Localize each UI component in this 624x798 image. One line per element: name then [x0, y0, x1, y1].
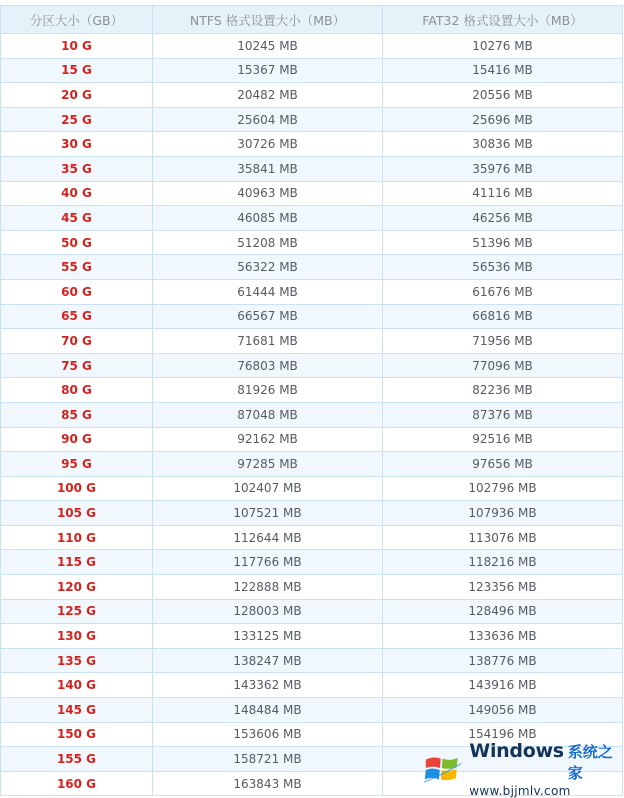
table-body: [1, 34, 623, 796]
cell-fat32-size: 46256 MB: [383, 206, 623, 231]
cell-fat32-size: 20556 MB: [383, 83, 623, 108]
cell-ntfs-size: 87048 MB: [153, 402, 383, 427]
watermark-url: www.bjjmlv.com: [469, 784, 571, 798]
cell-ntfs-size: 92162 MB: [153, 427, 383, 452]
table-row: [1, 132, 623, 157]
cell-partition-size: 45 G: [1, 206, 153, 231]
partition-size-table-container: [0, 5, 622, 796]
cell-partition-size: 50 G: [1, 230, 153, 255]
header-ntfs-size: NTFS 格式设置大小（MB）: [153, 6, 383, 34]
header-partition-size: 分区大小（GB）: [1, 6, 153, 34]
cell-fat32-size: 61676 MB: [383, 279, 623, 304]
cell-ntfs-size: 51208 MB: [153, 230, 383, 255]
cell-fat32-size: 113076 MB: [383, 525, 623, 550]
cell-partition-size: 25 G: [1, 107, 153, 132]
table-row: [1, 476, 623, 501]
table-header-row: [1, 6, 623, 34]
table-row: [1, 206, 623, 231]
table-row: [1, 673, 623, 698]
table-row: [1, 58, 623, 83]
table-row: [1, 452, 623, 477]
cell-fat32-size: 123356 MB: [383, 575, 623, 600]
cell-ntfs-size: 15367 MB: [153, 58, 383, 83]
cell-ntfs-size: 102407 MB: [153, 476, 383, 501]
cell-ntfs-size: 81926 MB: [153, 378, 383, 403]
table-row: [1, 402, 623, 427]
table-row: [1, 427, 623, 452]
table-row: [1, 353, 623, 378]
cell-partition-size: 85 G: [1, 402, 153, 427]
cell-fat32-size: 56536 MB: [383, 255, 623, 280]
cell-ntfs-size: 20482 MB: [153, 83, 383, 108]
cell-ntfs-size: 107521 MB: [153, 501, 383, 526]
table-row: [1, 83, 623, 108]
cell-fat32-size: 82236 MB: [383, 378, 623, 403]
cell-partition-size: 75 G: [1, 353, 153, 378]
cell-ntfs-size: 97285 MB: [153, 452, 383, 477]
cell-fat32-size: 92516 MB: [383, 427, 623, 452]
cell-ntfs-size: 30726 MB: [153, 132, 383, 157]
cell-ntfs-size: 128003 MB: [153, 599, 383, 624]
table-row: [1, 255, 623, 280]
cell-ntfs-size: 25604 MB: [153, 107, 383, 132]
cell-fat32-size: 66816 MB: [383, 304, 623, 329]
cell-partition-size: 105 G: [1, 501, 153, 526]
cell-ntfs-size: 143362 MB: [153, 673, 383, 698]
cell-fat32-size: 35976 MB: [383, 156, 623, 181]
table-row: [1, 230, 623, 255]
cell-ntfs-size: 133125 MB: [153, 624, 383, 649]
cell-ntfs-size: 158721 MB: [153, 747, 383, 772]
cell-ntfs-size: 163843 MB: [153, 771, 383, 796]
cell-ntfs-size: 66567 MB: [153, 304, 383, 329]
cell-partition-size: 110 G: [1, 525, 153, 550]
cell-partition-size: 35 G: [1, 156, 153, 181]
cell-fat32-size: 71956 MB: [383, 329, 623, 354]
cell-fat32-size: 133636 MB: [383, 624, 623, 649]
table-row: [1, 525, 623, 550]
cell-partition-size: 115 G: [1, 550, 153, 575]
cell-partition-size: 140 G: [1, 673, 153, 698]
cell-ntfs-size: 61444 MB: [153, 279, 383, 304]
cell-fat32-size: 51396 MB: [383, 230, 623, 255]
cell-partition-size: 100 G: [1, 476, 153, 501]
cell-partition-size: 120 G: [1, 575, 153, 600]
cell-fat32-size: 41116 MB: [383, 181, 623, 206]
cell-ntfs-size: 35841 MB: [153, 156, 383, 181]
cell-partition-size: 15 G: [1, 58, 153, 83]
cell-ntfs-size: 10245 MB: [153, 34, 383, 59]
cell-partition-size: 40 G: [1, 181, 153, 206]
table-row: [1, 181, 623, 206]
table-row: [1, 550, 623, 575]
windows-flag-icon: [422, 749, 463, 789]
cell-fat32-size: 138776 MB: [383, 648, 623, 673]
cell-ntfs-size: 56322 MB: [153, 255, 383, 280]
cell-partition-size: 60 G: [1, 279, 153, 304]
cell-partition-size: 80 G: [1, 378, 153, 403]
cell-fat32-size: 128496 MB: [383, 599, 623, 624]
cell-fat32-size: 10276 MB: [383, 34, 623, 59]
cell-fat32-size: 30836 MB: [383, 132, 623, 157]
cell-fat32-size: 149056 MB: [383, 698, 623, 723]
table-row: [1, 648, 623, 673]
cell-fat32-size: 97656 MB: [383, 452, 623, 477]
cell-ntfs-size: 71681 MB: [153, 329, 383, 354]
cell-partition-size: 145 G: [1, 698, 153, 723]
cell-ntfs-size: 122888 MB: [153, 575, 383, 600]
cell-partition-size: 65 G: [1, 304, 153, 329]
table-row: [1, 599, 623, 624]
watermark-brand: Windows: [469, 740, 564, 762]
cell-fat32-size: 143916 MB: [383, 673, 623, 698]
header-fat32-size: FAT32 格式设置大小（MB）: [383, 6, 623, 34]
cell-ntfs-size: 148484 MB: [153, 698, 383, 723]
cell-ntfs-size: 112644 MB: [153, 525, 383, 550]
cell-ntfs-size: 153606 MB: [153, 722, 383, 747]
table-row: [1, 329, 623, 354]
table-row: [1, 624, 623, 649]
cell-fat32-size: 118216 MB: [383, 550, 623, 575]
table-row: [1, 501, 623, 526]
cell-fat32-size: 77096 MB: [383, 353, 623, 378]
table-row: [1, 34, 623, 59]
table-row: [1, 156, 623, 181]
cell-ntfs-size: 76803 MB: [153, 353, 383, 378]
cell-partition-size: 155 G: [1, 747, 153, 772]
table-row: [1, 378, 623, 403]
cell-partition-size: 130 G: [1, 624, 153, 649]
cell-partition-size: 125 G: [1, 599, 153, 624]
cell-partition-size: 70 G: [1, 329, 153, 354]
cell-ntfs-size: 46085 MB: [153, 206, 383, 231]
table-row: [1, 279, 623, 304]
table-row: [1, 698, 623, 723]
cell-fat32-size: 15416 MB: [383, 58, 623, 83]
cell-partition-size: 10 G: [1, 34, 153, 59]
cell-partition-size: 90 G: [1, 427, 153, 452]
table-row: [1, 304, 623, 329]
cell-partition-size: 30 G: [1, 132, 153, 157]
cell-ntfs-size: 138247 MB: [153, 648, 383, 673]
watermark: [422, 740, 618, 798]
cell-fat32-size: 107936 MB: [383, 501, 623, 526]
cell-fat32-size: 102796 MB: [383, 476, 623, 501]
cell-partition-size: 135 G: [1, 648, 153, 673]
cell-partition-size: 150 G: [1, 722, 153, 747]
cell-ntfs-size: 40963 MB: [153, 181, 383, 206]
partition-size-table: [0, 5, 623, 796]
watermark-brand-cn: 系统之家: [567, 743, 613, 782]
cell-fat32-size: 25696 MB: [383, 107, 623, 132]
cell-fat32-size: 87376 MB: [383, 402, 623, 427]
table-row: [1, 575, 623, 600]
cell-partition-size: 20 G: [1, 83, 153, 108]
cell-partition-size: 160 G: [1, 771, 153, 796]
cell-partition-size: 95 G: [1, 452, 153, 477]
cell-fat32-size: 154196 MB: [383, 722, 623, 747]
table-row: [1, 107, 623, 132]
cell-partition-size: 55 G: [1, 255, 153, 280]
cell-ntfs-size: 117766 MB: [153, 550, 383, 575]
